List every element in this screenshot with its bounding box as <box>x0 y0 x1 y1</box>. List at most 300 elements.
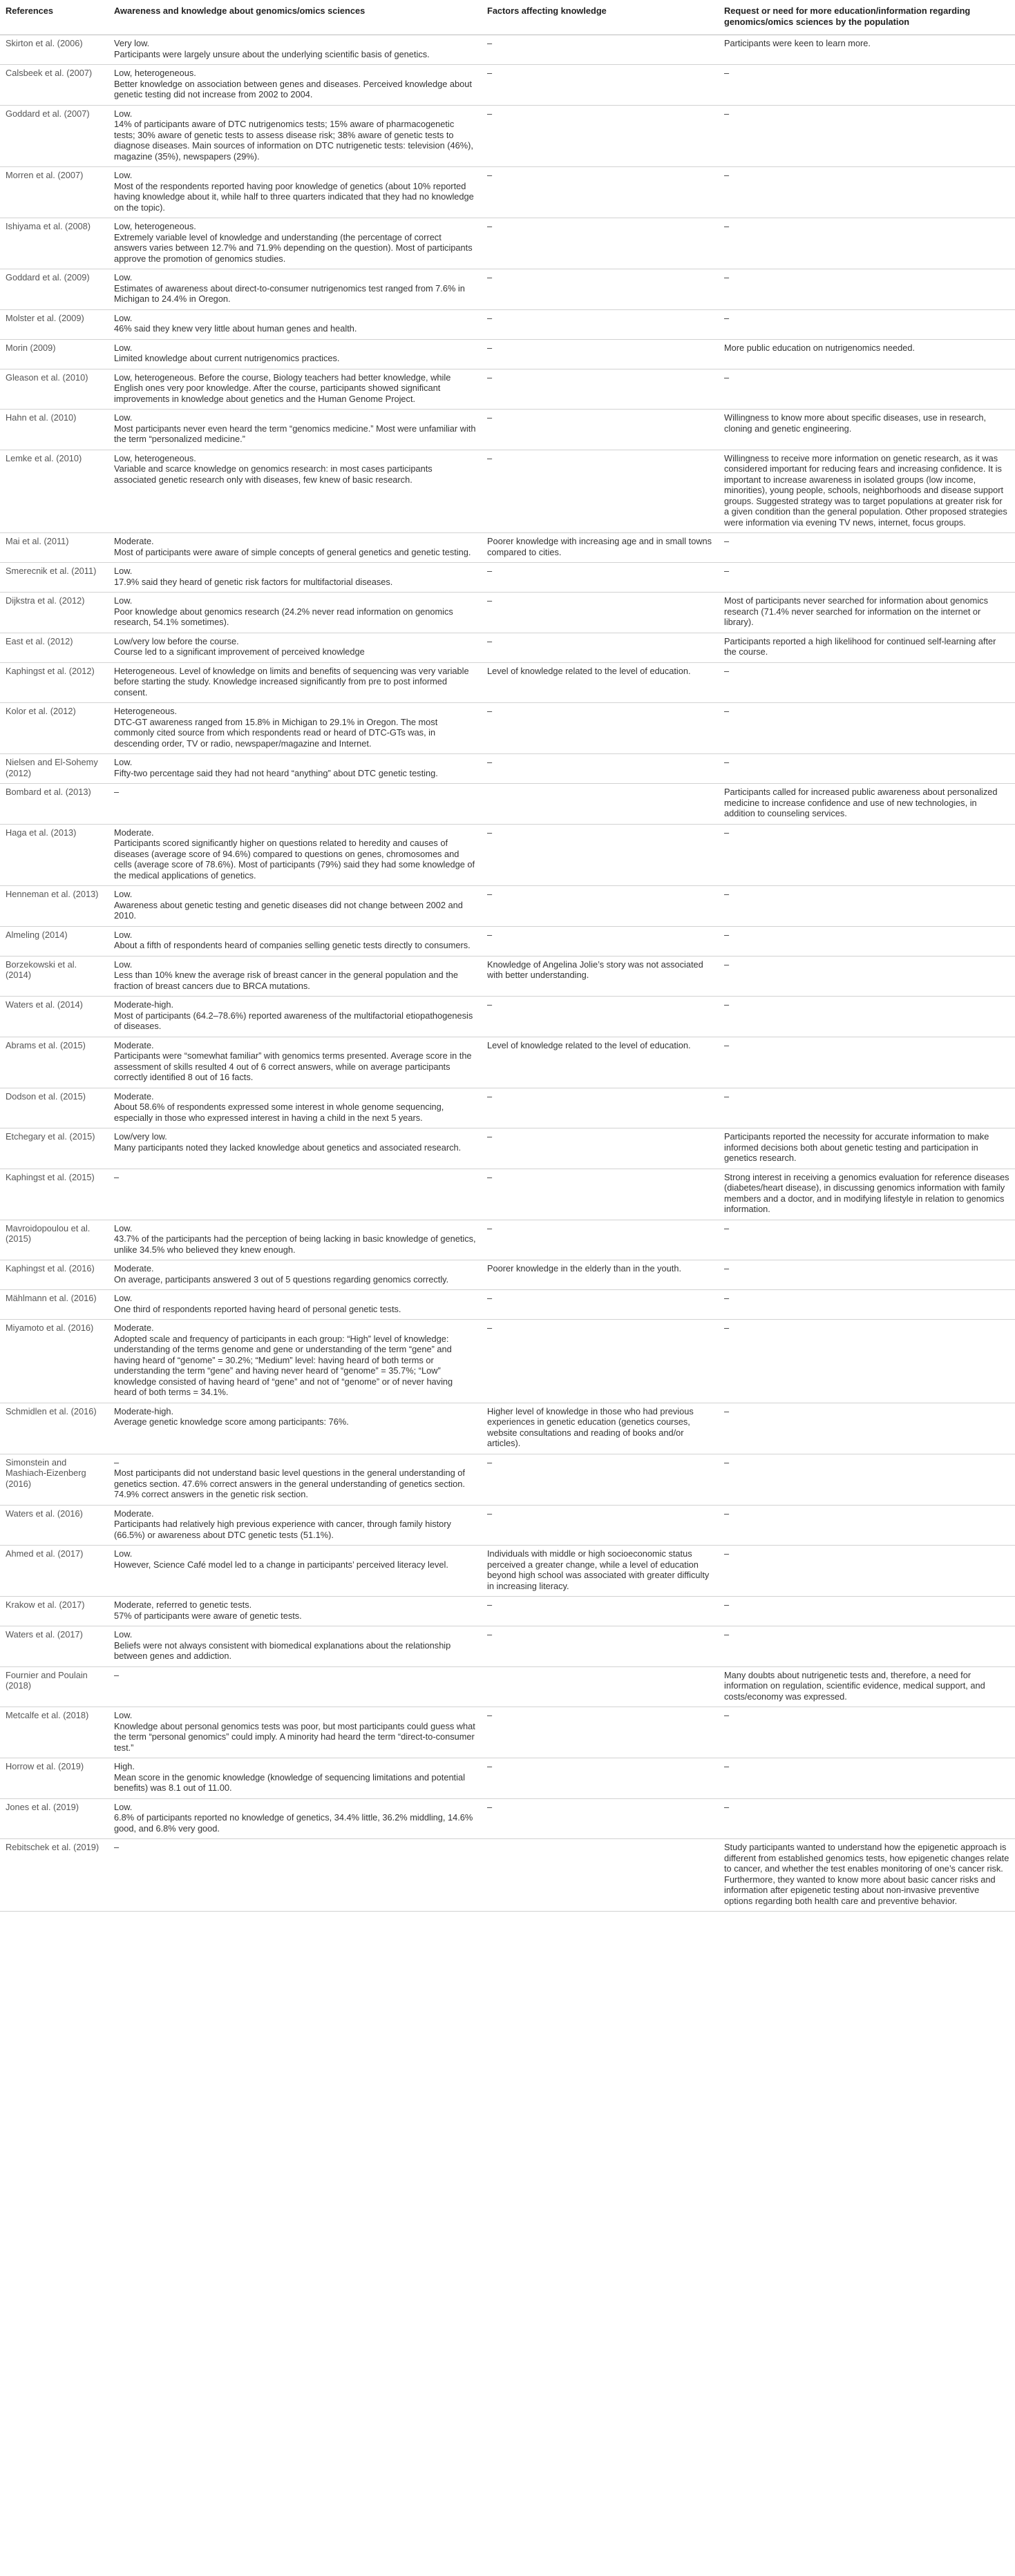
knowledge-level: Low. <box>114 108 133 119</box>
cell-awareness <box>108 633 482 662</box>
knowledge-detail: 14% of participants aware of DTC nutrigenomics tests; 15% aware of pharmacogenetic tests; 30% aware of genetic tests to assess disease risk; 38% aware of genetic tests to diagnose diseases. Main sources of information on DTC nutrigenetic tests: television (46%), magazine (35%), newspapers (29%). <box>114 119 473 162</box>
cell-reference: Kaphingst et al. (2015) <box>0 1169 108 1220</box>
table-row <box>0 1260 1015 1290</box>
cell-reference: Ishiyama et al. (2008) <box>0 218 108 269</box>
cell-request: – <box>719 662 1015 703</box>
cell-factors: – <box>482 1597 719 1626</box>
table-row <box>0 533 1015 563</box>
knowledge-detail: Most participants did not understand basic level questions in the general understanding of genetics section. 47.6% correct answers in the general understanding of genetics section. 74.9% correct answers in the genetic risk section. <box>114 1468 465 1499</box>
knowledge-level: Low. <box>114 412 133 423</box>
knowledge-level: Low. <box>114 1293 133 1303</box>
cell-reference: Abrams et al. (2015) <box>0 1037 108 1088</box>
cell-request: – <box>719 824 1015 886</box>
table-row <box>0 35 1015 65</box>
cell-factors: – <box>482 269 719 310</box>
cell-factors: – <box>482 1169 719 1220</box>
knowledge-detail: Average genetic knowledge score among participants: 76%. <box>114 1416 349 1427</box>
cell-reference: Rebitschek et al. (2019) <box>0 1839 108 1912</box>
cell-factors: – <box>482 593 719 633</box>
cell-awareness <box>108 309 482 339</box>
table-row <box>0 1220 1015 1260</box>
cell-request: Willingness to know more about specific diseases, use in research, cloning and genetic engineering. <box>719 410 1015 450</box>
cell-awareness <box>108 662 482 703</box>
knowledge-level: Moderate. <box>114 827 154 838</box>
knowledge-detail: Variable and scarce knowledge on genomics research: in most cases participants associated genetic research only with diseases, few knew of basic research. <box>114 463 433 485</box>
cell-awareness <box>108 1128 482 1169</box>
table-row <box>0 926 1015 956</box>
cell-awareness <box>108 1454 482 1505</box>
table-row <box>0 105 1015 167</box>
cell-request: – <box>719 1798 1015 1839</box>
cell-request: – <box>719 1454 1015 1505</box>
table-row <box>0 1839 1015 1912</box>
table-row <box>0 703 1015 754</box>
cell-awareness <box>108 369 482 410</box>
cell-reference: Kaphingst et al. (2012) <box>0 662 108 703</box>
cell-factors: – <box>482 450 719 533</box>
cell-factors: – <box>482 1758 719 1799</box>
cell-factors: Poorer knowledge with increasing age and in small towns compared to cities. <box>482 533 719 563</box>
knowledge-level: Low. <box>114 170 133 180</box>
knowledge-level: Heterogeneous. <box>114 706 178 716</box>
cell-reference: Simonstein and Mashiach-Eizenberg (2016) <box>0 1454 108 1505</box>
cell-request: – <box>719 1290 1015 1320</box>
knowledge-detail: Knowledge about personal genomics tests was poor, but most participants could guess what the term “personal genomics” could imply. A minority had heard the term “direct-to-consumer test.” <box>114 1720 475 1753</box>
cell-awareness <box>108 563 482 593</box>
knowledge-level: Low, heterogeneous. <box>114 221 196 231</box>
cell-request: Strong interest in receiving a genomics evaluation for reference diseases (diabetes/heart disease), in discussing genomics information with family members and a doctor, and in modifying lifestyle in relation to genomics information. <box>719 1169 1015 1220</box>
knowledge-level: Low, heterogeneous. <box>114 68 196 78</box>
cell-reference: Goddard et al. (2007) <box>0 105 108 167</box>
knowledge-detail: Extremely variable level of knowledge and understanding (the percentage of correct answers varies between 12.7% and 71.9% depending on the question). Most of participants approve the promotion of genomics studies. <box>114 231 473 264</box>
cell-request: – <box>719 563 1015 593</box>
cell-factors: Level of knowledge related to the level of education. <box>482 1037 719 1088</box>
cell-request: – <box>719 1505 1015 1546</box>
cell-factors: – <box>482 1798 719 1839</box>
knowledge-level: Moderate. <box>114 1508 154 1519</box>
cell-reference: Haga et al. (2013) <box>0 824 108 886</box>
table-row <box>0 1037 1015 1088</box>
table-row <box>0 309 1015 339</box>
cell-reference: Fournier and Poulain (2018) <box>0 1666 108 1707</box>
table-row <box>0 1626 1015 1667</box>
cell-factors: – <box>482 1220 719 1260</box>
table-row <box>0 956 1015 997</box>
knowledge-detail: Participants scored significantly higher on questions related to heredity and causes of diseases (average score of 94.6%) compared to questions on genes, chromosomes and cells (average score of 78.6%). Most of participants (79%) said they had some knowledge of the medical applications of genetics. <box>114 838 475 881</box>
cell-reference: Waters et al. (2014) <box>0 997 108 1037</box>
cell-reference: Mählmann et al. (2016) <box>0 1290 108 1320</box>
cell-factors: – <box>482 105 719 167</box>
cell-reference: Goddard et al. (2009) <box>0 269 108 310</box>
table-row <box>0 1798 1015 1839</box>
cell-factors: – <box>482 1454 719 1505</box>
cell-factors <box>482 1666 719 1707</box>
cell-request: Participants were keen to learn more. <box>719 35 1015 65</box>
knowledge-detail: 46% said they knew very little about human genes and health. <box>114 323 357 334</box>
knowledge-detail: Adopted scale and frequency of participants in each group: “High” level of knowledge: understanding of the terms genome and gene or understanding of the term “gene” and having heard of “genome” = 30.2%; “Medium” level: having heard of both terms or understanding the term “gene” and having never heard of “genome” = 35.7%; “Low” knowledge consisted of having heard of “gene” and not of “genome” or of never having heard of both terms = 34.1%. <box>114 1333 453 1397</box>
table-row <box>0 1597 1015 1626</box>
knowledge-level: Low. <box>114 1548 133 1559</box>
cell-request: Participants called for increased public awareness about personalized medicine to increase confidence and use of new technologies, in addition to counseling services. <box>719 784 1015 825</box>
cell-reference: Krakow et al. (2017) <box>0 1597 108 1626</box>
cell-request: – <box>719 269 1015 310</box>
cell-reference: Almeling (2014) <box>0 926 108 956</box>
table-row <box>0 754 1015 784</box>
table-row <box>0 167 1015 218</box>
cell-reference: Metcalfe et al. (2018) <box>0 1707 108 1758</box>
cell-factors: – <box>482 218 719 269</box>
cell-awareness <box>108 886 482 927</box>
cell-reference: Smerecnik et al. (2011) <box>0 563 108 593</box>
knowledge-detail: Participants had relatively high previous experience with cancer, through family history (66.5%) or awareness about DTC genetic tests (51.1%). <box>114 1519 451 1540</box>
knowledge-detail: One third of respondents reported having heard of personal genetic tests. <box>114 1303 401 1314</box>
header-request: Request or need for more education/information regarding genomics/omics sciences by the population <box>719 0 1015 35</box>
cell-factors: – <box>482 1128 719 1169</box>
table-row <box>0 886 1015 927</box>
cell-awareness <box>108 1403 482 1454</box>
cell-request: – <box>719 886 1015 927</box>
knowledge-detail: Less than 10% knew the average risk of breast cancer in the general population and the fraction of breast cancers due to BRCA mutations. <box>114 970 458 991</box>
cell-request: – <box>719 309 1015 339</box>
cell-request: – <box>719 218 1015 269</box>
cell-awareness <box>108 1505 482 1546</box>
knowledge-detail: About a fifth of respondents heard of companies selling genetic tests directly to consumers. <box>114 940 471 950</box>
cell-request: Willingness to receive more information on genetic research, as it was considered important for reducing fears and increasing confidence. It is important to increase awareness in isolated groups (low income, minorities), young people, schools, neighborhoods and disease support groups. Suggested strategy was to target populations at greater risk for a given condition than the general population. Other proposed strategies were information via evening TV news, internet, focus groups. <box>719 450 1015 533</box>
cell-request: – <box>719 956 1015 997</box>
knowledge-level: Low. <box>114 889 133 899</box>
cell-awareness <box>108 218 482 269</box>
cell-request: – <box>719 533 1015 563</box>
cell-awareness <box>108 1169 482 1220</box>
cell-awareness <box>108 533 482 563</box>
knowledge-detail: Participants were largely unsure about the underlying scientific basis of genetics. <box>114 48 430 59</box>
cell-factors: – <box>482 1626 719 1667</box>
cell-awareness <box>108 754 482 784</box>
table-row <box>0 633 1015 662</box>
knowledge-detail: 43.7% of the participants had the perception of being lacking in basic knowledge of genetics, unlike 34.5% who believed they knew enough. <box>114 1233 476 1255</box>
cell-factors: Level of knowledge related to the level of education. <box>482 662 719 703</box>
cell-reference: Mavroidopoulou et al. (2015) <box>0 1220 108 1260</box>
table-row <box>0 1758 1015 1799</box>
knowledge-level: – <box>114 787 120 797</box>
knowledge-level: Moderate. <box>114 1323 154 1333</box>
cell-reference: Kaphingst et al. (2016) <box>0 1260 108 1290</box>
cell-awareness <box>108 1088 482 1128</box>
cell-awareness <box>108 593 482 633</box>
knowledge-level: High. <box>114 1761 135 1771</box>
cell-reference: Calsbeek et al. (2007) <box>0 65 108 106</box>
table-row <box>0 450 1015 533</box>
cell-awareness <box>108 410 482 450</box>
knowledge-level: Low, heterogeneous. Before the course, Biology teachers had better knowledge, while English ones very poor knowledge. After the course, participants showed significant improvements in knowledge about genetics and the Human Genome Project. <box>114 372 451 404</box>
cell-request: Study participants wanted to understand how the epigenetic approach is different from established genomics tests, how epigenetic changes relate to cancer, and whether the test enables monitoring of one’s cancer risk. Furthermore, they wanted to know more about basic cancer risks and information after epigenetic testing about non-invasive preventive options regarding both health care and preventive behavior. <box>719 1839 1015 1912</box>
cell-reference: Kolor et al. (2012) <box>0 703 108 754</box>
cell-request: – <box>719 1220 1015 1260</box>
cell-request: – <box>719 1088 1015 1128</box>
cell-awareness <box>108 1220 482 1260</box>
cell-factors: – <box>482 1505 719 1546</box>
cell-factors: – <box>482 339 719 369</box>
table-row <box>0 1707 1015 1758</box>
knowledge-level: Low/very low before the course. <box>114 635 239 646</box>
knowledge-detail: Most participants never even heard the term “genomics medicine.” Most were unfamiliar with the term “personalized medicine.” <box>114 423 476 444</box>
cell-reference: Lemke et al. (2010) <box>0 450 108 533</box>
table-row <box>0 1454 1015 1505</box>
cell-factors: – <box>482 997 719 1037</box>
cell-factors: – <box>482 410 719 450</box>
cell-reference: Gleason et al. (2010) <box>0 369 108 410</box>
knowledge-detail: Many participants noted they lacked knowledge about genetics and associated research. <box>114 1142 462 1153</box>
cell-reference: Nielsen and El-Sohemy (2012) <box>0 754 108 784</box>
cell-reference: Dijkstra et al. (2012) <box>0 593 108 633</box>
cell-awareness <box>108 1546 482 1597</box>
cell-request: Participants reported a high likelihood for continued self-learning after the course. <box>719 633 1015 662</box>
cell-reference: Hahn et al. (2010) <box>0 410 108 450</box>
knowledge-detail: 6.8% of participants reported no knowledge of genetics, 34.4% little, 36.2% middling, 14.6% good, and 6.8% very good. <box>114 1812 473 1834</box>
knowledge-level: – <box>114 1457 120 1468</box>
knowledge-level: Low. <box>114 1629 133 1640</box>
knowledge-level: Low. <box>114 1801 133 1812</box>
knowledge-level: Moderate-high. <box>114 999 174 1010</box>
cell-request: Most of participants never searched for information about genomics research (71.4% never searched for information on the internet or library). <box>719 593 1015 633</box>
header-references: References <box>0 0 108 35</box>
cell-factors: Individuals with middle or high socioeconomic status perceived a greater change, while a level of education beyond high school was associated with greater difficulty in increasing literacy. <box>482 1546 719 1597</box>
knowledge-level: Moderate. <box>114 1090 154 1102</box>
cell-awareness <box>108 926 482 956</box>
cell-reference: Skirton et al. (2006) <box>0 35 108 65</box>
knowledge-detail: DTC-GT awareness ranged from 15.8% in Michigan to 29.1% in Oregon. The most commonly cited source from which respondents read or heard of DTC-GTs was, in descending order, TV or radio, newspaper/magazine and Internet. <box>114 716 438 749</box>
cell-factors: – <box>482 1290 719 1320</box>
table-row <box>0 563 1015 593</box>
cell-awareness <box>108 1037 482 1088</box>
cell-awareness <box>108 1626 482 1667</box>
cell-factors <box>482 784 719 825</box>
cell-request: Many doubts about nutrigenetic tests and, therefore, a need for information on regulation, scientific evidence, medical support, and costs/economy was expressed. <box>719 1666 1015 1707</box>
cell-request: – <box>719 105 1015 167</box>
table-row <box>0 824 1015 886</box>
knowledge-level: Low. <box>114 272 133 282</box>
table-row <box>0 662 1015 703</box>
cell-request: – <box>719 1758 1015 1799</box>
table-row <box>0 65 1015 106</box>
cell-factors: – <box>482 309 719 339</box>
header-factors: Factors affecting knowledge <box>482 0 719 35</box>
cell-request: – <box>719 1320 1015 1403</box>
cell-awareness <box>108 105 482 167</box>
cell-request: – <box>719 1597 1015 1626</box>
cell-awareness <box>108 1839 482 1912</box>
cell-request: – <box>719 703 1015 754</box>
cell-awareness <box>108 997 482 1037</box>
table-row <box>0 784 1015 825</box>
knowledge-level: Low. <box>114 959 133 970</box>
cell-request: – <box>719 926 1015 956</box>
knowledge-level: Low. <box>114 342 133 353</box>
cell-awareness <box>108 956 482 997</box>
table-row <box>0 1320 1015 1403</box>
cell-factors: – <box>482 167 719 218</box>
cell-request: – <box>719 1037 1015 1088</box>
knowledge-detail: However, Science Café model led to a change in participants’ perceived literacy level. <box>114 1559 448 1570</box>
knowledge-level: Low. <box>114 1710 133 1720</box>
cell-request: – <box>719 65 1015 106</box>
cell-awareness <box>108 167 482 218</box>
table-row <box>0 218 1015 269</box>
knowledge-level: Low, heterogeneous. <box>114 452 196 463</box>
knowledge-level: Low. <box>114 595 133 606</box>
knowledge-detail: Beliefs were not always consistent with biomedical explanations about the relationship between genes and addiction. <box>114 1640 451 1661</box>
cell-factors: Higher level of knowledge in those who had previous experiences in genetic education (genetics courses, website consultations and reading of books and/or articles). <box>482 1403 719 1454</box>
cell-awareness <box>108 1666 482 1707</box>
table-row <box>0 369 1015 410</box>
table-row <box>0 269 1015 310</box>
table-row <box>0 1666 1015 1707</box>
knowledge-level: Moderate, referred to genetic tests. <box>114 1599 252 1610</box>
header-awareness: Awareness and knowledge about genomics/omics sciences <box>108 0 482 35</box>
knowledge-level: Very low. <box>114 38 150 48</box>
cell-reference: Molster et al. (2009) <box>0 309 108 339</box>
cell-reference: Henneman et al. (2013) <box>0 886 108 927</box>
cell-reference: Mai et al. (2011) <box>0 533 108 563</box>
cell-factors: – <box>482 886 719 927</box>
knowledge-detail: Fifty-two percentage said they had not heard “anything” about DTC genetic testing. <box>114 767 438 778</box>
cell-factors: – <box>482 65 719 106</box>
knowledge-detail: Awareness about genetic testing and genetic diseases did not change between 2002 and 2010. <box>114 899 463 921</box>
knowledge-detail: Poor knowledge about genomics research (24.2% never read information on genomics research, 54.1% sometimes). <box>114 606 453 627</box>
table-row <box>0 1088 1015 1128</box>
table-row <box>0 410 1015 450</box>
cell-reference: Horrow et al. (2019) <box>0 1758 108 1799</box>
knowledge-detail: Mean score in the genomic knowledge (knowledge of sequencing limitations and potential benefits) was 8.1 out of 11.00. <box>114 1771 465 1793</box>
cell-awareness <box>108 784 482 825</box>
cell-factors: – <box>482 703 719 754</box>
knowledge-level: Low. <box>114 1222 133 1233</box>
cell-awareness <box>108 1597 482 1626</box>
knowledge-level: Low. <box>114 566 133 576</box>
knowledge-detail: Participants were “somewhat familiar” with genomics terms presented. Average score in the assessment of skills resulted 4 out of 6 correct answers, while on average participants correctly identified 8 out of 16 facts. <box>114 1050 472 1082</box>
cell-reference: Borzekowski et al. (2014) <box>0 956 108 997</box>
cell-awareness <box>108 1798 482 1839</box>
cell-factors: – <box>482 926 719 956</box>
table-row <box>0 1169 1015 1220</box>
knowledge-detail: Better knowledge on association between genes and diseases. Perceived knowledge about genetic testing did not increase from 2002 to 2004. <box>114 78 472 99</box>
cell-awareness <box>108 35 482 65</box>
cell-reference: Waters et al. (2016) <box>0 1505 108 1546</box>
cell-factors: – <box>482 1707 719 1758</box>
cell-factors <box>482 1839 719 1912</box>
knowledge-detail: Estimates of awareness about direct-to-consumer nutrigenomics test ranged from 7.6% in Michigan to 24.4% in Oregon. <box>114 282 465 304</box>
cell-reference: Ahmed et al. (2017) <box>0 1546 108 1597</box>
knowledge-level: Moderate. <box>114 536 154 546</box>
cell-reference: Miyamoto et al. (2016) <box>0 1320 108 1403</box>
cell-factors: Knowledge of Angelina Jolie’s story was not associated with better understanding. <box>482 956 719 997</box>
knowledge-level: Low. <box>114 312 133 323</box>
knowledge-detail: Limited knowledge about current nutrigenomics practices. <box>114 353 340 363</box>
cell-request: – <box>719 1546 1015 1597</box>
knowledge-detail: Course led to a significant improvement of perceived knowledge <box>114 646 365 657</box>
cell-request: – <box>719 369 1015 410</box>
knowledge-level: Low/very low. <box>114 1131 167 1142</box>
knowledge-detail: 57% of participants were aware of genetic tests. <box>114 1610 302 1621</box>
cell-reference: Dodson et al. (2015) <box>0 1088 108 1128</box>
cell-factors: – <box>482 633 719 662</box>
cell-awareness <box>108 1260 482 1290</box>
cell-awareness <box>108 1707 482 1758</box>
knowledge-level: Low. <box>114 929 133 940</box>
cell-factors: – <box>482 35 719 65</box>
cell-request: – <box>719 1403 1015 1454</box>
knowledge-level: – <box>114 1842 120 1852</box>
knowledge-detail: Most of the respondents reported having poor knowledge of genetics (about 10% reported having knowledge about it, while half to three quarters indicated that they had no knowledge on the topic). <box>114 180 474 213</box>
cell-request: More public education on nutrigenomics needed. <box>719 339 1015 369</box>
cell-factors: – <box>482 1320 719 1403</box>
cell-awareness <box>108 824 482 886</box>
cell-factors: – <box>482 754 719 784</box>
table-row <box>0 1546 1015 1597</box>
knowledge-level: Moderate. <box>114 1263 154 1273</box>
table-row <box>0 593 1015 633</box>
knowledge-detail: Most of participants (64.2–78.6%) reported awareness of the multifactorial etiopathogenesis of diseases. <box>114 1010 473 1031</box>
cell-request: – <box>719 1707 1015 1758</box>
cell-reference: Bombard et al. (2013) <box>0 784 108 825</box>
knowledge-level: Moderate. <box>114 1039 154 1050</box>
cell-reference: Etchegary et al. (2015) <box>0 1128 108 1169</box>
knowledge-detail: Most of participants were aware of simple concepts of general genetics and genetic testing. <box>114 546 471 557</box>
knowledge-detail: About 58.6% of respondents expressed some interest in whole genome sequencing, especially in those who expressed interest in having a child in the next 5 years. <box>114 1102 444 1123</box>
cell-request: Participants reported the necessity for accurate information to make informed decisions both about genetic testing and participation in genetics research. <box>719 1128 1015 1169</box>
cell-reference: East et al. (2012) <box>0 633 108 662</box>
cell-factors: – <box>482 824 719 886</box>
table-body <box>0 35 1015 1912</box>
cell-request: – <box>719 167 1015 218</box>
cell-request: – <box>719 1626 1015 1667</box>
cell-reference: Morren et al. (2007) <box>0 167 108 218</box>
table-row <box>0 1128 1015 1169</box>
knowledge-level: – <box>114 1669 120 1680</box>
knowledge-level: Moderate-high. <box>114 1405 174 1416</box>
table-row <box>0 997 1015 1037</box>
cell-awareness <box>108 339 482 369</box>
table-row <box>0 1505 1015 1546</box>
cell-factors: – <box>482 563 719 593</box>
cell-awareness <box>108 269 482 310</box>
knowledge-level: – <box>114 1171 120 1182</box>
knowledge-level: Low. <box>114 757 133 767</box>
cell-request: – <box>719 997 1015 1037</box>
cell-reference: Morin (2009) <box>0 339 108 369</box>
knowledge-detail: 17.9% said they heard of genetic risk factors for multifactorial diseases. <box>114 576 393 587</box>
cell-request: – <box>719 754 1015 784</box>
cell-awareness <box>108 1320 482 1403</box>
cell-request: – <box>719 1260 1015 1290</box>
cell-factors: Poorer knowledge in the elderly than in the youth. <box>482 1260 719 1290</box>
table-row <box>0 1403 1015 1454</box>
cell-factors: – <box>482 1088 719 1128</box>
cell-factors: – <box>482 369 719 410</box>
cell-awareness <box>108 1758 482 1799</box>
cell-awareness <box>108 450 482 533</box>
knowledge-detail: On average, participants answered 3 out of 5 questions regarding genomics correctly. <box>114 1273 449 1285</box>
cell-awareness <box>108 65 482 106</box>
cell-awareness <box>108 1290 482 1320</box>
cell-reference: Schmidlen et al. (2016) <box>0 1403 108 1454</box>
table-row <box>0 339 1015 369</box>
cell-awareness <box>108 703 482 754</box>
table-row <box>0 1290 1015 1320</box>
table-header-row <box>0 0 1015 35</box>
cell-reference: Waters et al. (2017) <box>0 1626 108 1667</box>
knowledge-level: Heterogeneous. Level of knowledge on limits and benefits of sequencing was very variable before starting the study. Knowledge increased significantly from pre to post informed consent. <box>114 665 469 698</box>
